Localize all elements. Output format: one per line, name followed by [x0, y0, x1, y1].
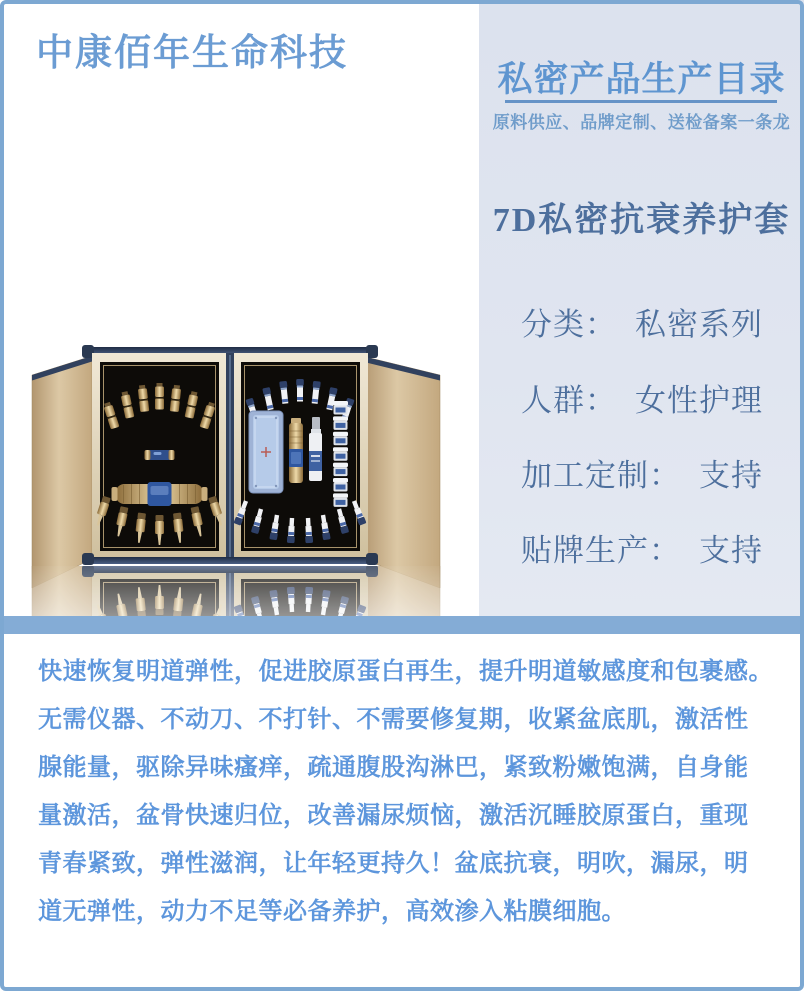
spec-colon: ： — [585, 383, 617, 418]
catalog-subtitle: 原料供应、品牌定制、送检备案一条龙 — [492, 113, 791, 132]
description-line: 道无弹性，动力不足等必备养护，高效渗入粘膜细胞。 — [38, 898, 626, 925]
spec-label: 人群 — [521, 383, 585, 418]
spec-value: 私密系列 — [635, 307, 763, 342]
spec-value: 女性护理 — [635, 383, 763, 418]
description-line: 快速恢复明道弹性，促进胶原蛋白再生，提升明道敏感度和包裹感。 — [38, 658, 773, 685]
section-divider — [3, 616, 801, 634]
catalog-title-underline — [505, 100, 777, 103]
description-line: 量激活，盆骨快速归位，改善漏尿烦恼，激活沉睡胶原蛋白，重现 — [38, 802, 749, 829]
description-line: 青春紧致，弹性滋润，让年轻更持久！盆底抗衰，明吹，漏尿，明 — [38, 850, 749, 877]
product-description — [38, 648, 778, 936]
spec-label: 分类 — [521, 307, 585, 342]
description-line: 腺能量，驱除异味瘙痒，疏通腹股沟淋巴，紧致粉嫩饱满，自身能 — [38, 754, 749, 781]
spec-custom-processing — [521, 450, 801, 495]
spec-colon: ： — [585, 307, 617, 342]
spec-colon: ： — [649, 458, 681, 493]
brand-name: 中康佰年生命科技 — [36, 32, 348, 73]
product-title: 7D私密抗衰养护套 — [492, 202, 791, 239]
spec-value: 支持 — [699, 458, 763, 493]
product-photo — [30, 345, 445, 617]
description-line: 无需仪器、不动刀、不打针、不需要修复期，收紧盆底肌，激活性 — [38, 706, 749, 733]
spec-label: 加工定制 — [521, 458, 649, 493]
spec-oem — [521, 525, 801, 570]
spec-audience — [521, 375, 801, 420]
spec-colon: ： — [649, 533, 681, 568]
spec-category — [521, 299, 801, 344]
spec-value: 支持 — [699, 533, 763, 568]
catalog-title: 私密产品生产目录 — [497, 60, 786, 99]
spec-label: 贴牌生产 — [521, 533, 649, 568]
